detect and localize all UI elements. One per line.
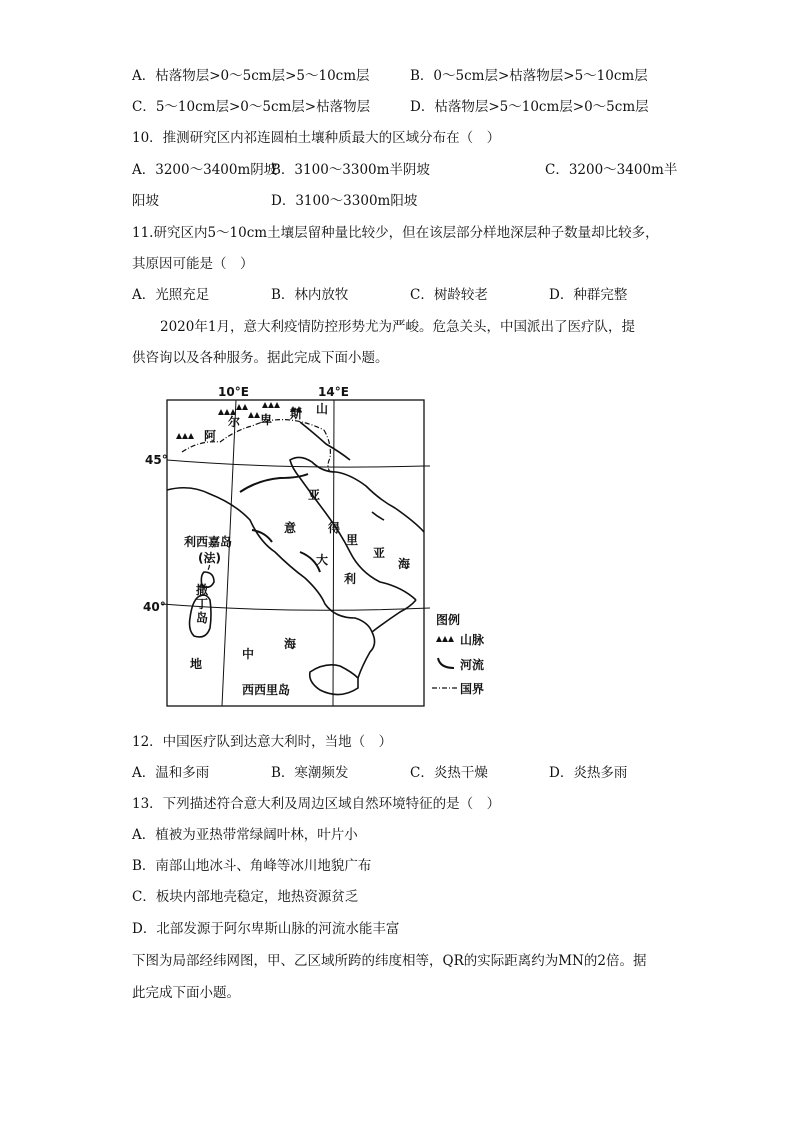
- legend-river-icon: [438, 658, 454, 668]
- q13-stem: 13．下列描述符合意大利及周边区域自然环境特征的是（ ）: [132, 796, 501, 812]
- q10-option-c-continued: 阳坡: [132, 193, 159, 209]
- label-adriatic-3: 里: [346, 533, 359, 547]
- q12-option-d: D．炎热多雨: [549, 765, 628, 781]
- label-sardinia-3: 岛: [196, 611, 209, 625]
- q9-option-b: B．0～5cm层>枯落物层>5～10cm层: [410, 68, 648, 84]
- label-med-3: 海: [284, 637, 297, 651]
- legend-mountain-label: 山脉: [460, 633, 485, 647]
- lon-label-14e: 14°E: [318, 385, 349, 399]
- q9-option-a: A．枯落物层>0～5cm层>5～10cm层: [132, 68, 370, 84]
- label-alps-2: 尔: [228, 415, 241, 429]
- meridian-10e: [222, 400, 236, 706]
- label-corsica: 利西嘉岛: [184, 535, 233, 549]
- label-italy-3: 利: [344, 572, 357, 586]
- lat-label-45: 45°: [145, 453, 168, 467]
- q11-option-b: B．林内放牧: [271, 287, 349, 303]
- q11-stem-line1: 11.研究区内5～10cm土壤层留种量比较少，但在该层部分样地深层种子数量却比较多，: [132, 225, 659, 241]
- label-med-1: 地: [190, 657, 203, 671]
- q10-option-c: C．3200～3400m半: [545, 162, 678, 178]
- meridian-14e: [333, 400, 334, 706]
- q10-option-d: D．3100～3300m阳坡: [271, 193, 418, 209]
- label-adriatic-4: 亚: [373, 546, 386, 560]
- label-alps-5: 山: [316, 402, 329, 416]
- q12-stem: 12．中国医疗队到达意大利时，当地（ ）: [132, 734, 393, 750]
- legend-border-label: 国界: [460, 682, 485, 696]
- q11-stem-line2: 其原因可能是（ ）: [132, 256, 254, 272]
- q12-option-b: B．寒潮频发: [271, 765, 349, 781]
- q10-option-b: B．3100～3300m半阴坡: [271, 162, 430, 178]
- q13-option-d: D．北部发源于阿尔卑斯山脉的河流水能丰富: [132, 921, 400, 937]
- q10-option-a: A．3200～3400m阴坡: [132, 162, 278, 178]
- italy-map-svg: [140, 382, 500, 712]
- q11-option-a: A．光照充足: [132, 287, 210, 303]
- italy-map: [140, 382, 500, 712]
- label-alps-4: 斯: [290, 407, 303, 421]
- q12-option-a: A．温和多雨: [132, 765, 210, 781]
- lon-label-10e: 10°E: [218, 385, 249, 399]
- lat-label-40: 40°: [143, 600, 166, 614]
- label-adriatic-2: 得: [328, 521, 341, 535]
- label-corsica-france: (法): [198, 551, 221, 565]
- label-sardinia-2: 丁: [196, 597, 209, 611]
- legend-river-label: 河流: [460, 658, 485, 672]
- q9-option-c: C．5～10cm层>0～5cm层>枯落物层: [132, 99, 371, 115]
- q11-option-c: C．树龄较老: [410, 287, 488, 303]
- label-sardinia-1: 撒: [196, 583, 209, 597]
- label-alps-3: 卑: [260, 413, 273, 427]
- intro-italy-line1: 2020年1月，意大利疫情防控形势尤为严峻。危急关头，中国派出了医疗队，提: [160, 319, 635, 335]
- q13-option-b: B．南部山地冰斗、角峰等冰川地貌广布: [132, 858, 372, 874]
- intro-grid-line2: 此完成下面小题。: [132, 985, 240, 1001]
- q12-option-c: C．炎热干燥: [410, 765, 488, 781]
- parallel-45: [167, 460, 430, 467]
- q11-option-d: D．种群完整: [549, 287, 628, 303]
- label-italy-2: 大: [316, 553, 329, 567]
- q10-stem: 10．推测研究区内祁连圆柏土壤种质最大的区域分布在（ ）: [132, 130, 501, 146]
- q9-option-d: D．枯落物层>5～10cm层>0～5cm层: [410, 99, 649, 115]
- label-adriatic-1: 亚: [308, 488, 321, 502]
- intro-italy-line2: 供咨询以及各种服务。据此完成下面小题。: [132, 350, 389, 366]
- q13-option-c: C．板块内部地壳稳定，地热资源贫乏: [132, 889, 359, 905]
- label-adriatic-5: 海: [398, 557, 411, 571]
- legend-mountain-icon: [436, 636, 454, 642]
- label-alps-1: 阿: [204, 429, 217, 443]
- label-med-2: 中: [242, 647, 255, 661]
- label-sicily: 西西里岛: [242, 683, 291, 697]
- label-italy-1: 意: [284, 521, 297, 535]
- q13-option-a: A．植被为亚热带常绿阔叶林，叶片小: [132, 827, 358, 843]
- legend-title: 图例: [436, 613, 461, 627]
- intro-grid-line1: 下图为局部经纬网图，甲、乙区域所跨的纬度相等，QR的实际距离约为MN的2倍。据: [132, 953, 647, 969]
